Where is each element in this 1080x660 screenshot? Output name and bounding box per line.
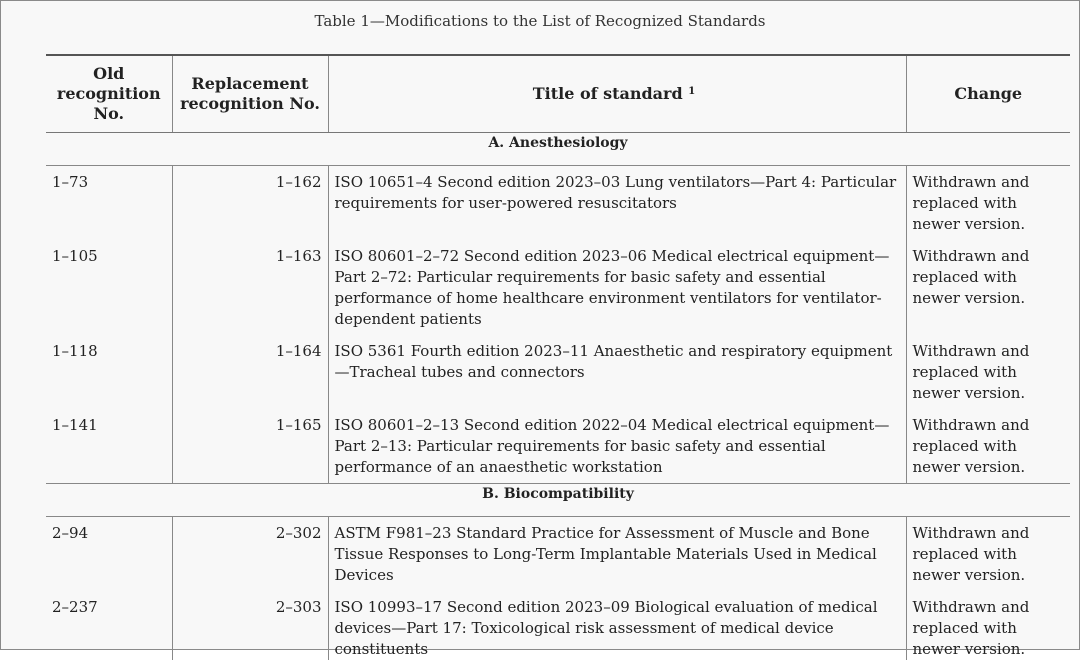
header-replacement-recognition: Replacement recognition No. (172, 55, 328, 132)
header-title-of-standard: Title of standard $^1$ (328, 55, 906, 132)
replacement-recognition-cell: 1–162 (172, 165, 328, 240)
change-cell: Withdrawn and replaced with newer version. (906, 335, 1070, 409)
title-cell: ISO 80601–2–13 Second edition 2022–04 Medical electrical equipment—Part 2–13: Particular requirements for basic safety and essential performance of an anaesthetic workstation (328, 409, 906, 484)
replacement-recognition-cell: 1–164 (172, 335, 328, 409)
header-row (46, 55, 1070, 132)
table-row (46, 165, 1070, 240)
table-row (46, 335, 1070, 409)
footnote-marker: 1 (688, 85, 696, 97)
section-heading: A. Anesthesiology (46, 132, 1070, 165)
title-cell: ISO 10651–4 Second edition 2023–03 Lung ventilators—Part 4: Particular requirements for user-powered resuscitators (328, 165, 906, 240)
replacement-recognition-cell: 1–163 (172, 240, 328, 335)
title-cell: ASTM F981–23 Standard Practice for Assessment of Muscle and Bone Tissue Responses to Long-Term Implantable Materials Used in Medical Devices (328, 516, 906, 591)
old-recognition-cell: 1–105 (52, 246, 98, 265)
replacement-recognition-cell: 2–303 (172, 591, 328, 660)
title-cell: ISO 5361 Fourth edition 2023–11 Anaesthetic and respiratory equipment—Tracheal tubes and connectors (328, 335, 906, 409)
change-cell: Withdrawn and replaced with newer version. (906, 165, 1070, 240)
header-old-recognition: Old recognition No. (46, 55, 172, 132)
change-cell: Withdrawn and replaced with newer version. (906, 516, 1070, 591)
old-recognition-cell: 1–73 (52, 172, 89, 191)
old-recognition-cell: 2–94 (52, 523, 89, 542)
change-cell: Withdrawn and replaced with newer version. (906, 409, 1070, 484)
section-heading-row (46, 483, 1070, 516)
change-cell: Withdrawn and replaced with newer version. (906, 591, 1070, 660)
old-recognition-cell: 1–141 (52, 415, 98, 434)
change-cell: Withdrawn and replaced with newer version. (906, 240, 1070, 335)
table-row (46, 240, 1070, 335)
header-change: Change (906, 55, 1070, 132)
table-row (46, 516, 1070, 591)
title-cell: ISO 10993–17 Second edition 2023–09 Biological evaluation of medical devices—Part 17: Toxicological risk assessment of medical device constituents (328, 591, 906, 660)
replacement-recognition-cell: 1–165 (172, 409, 328, 484)
section-heading: B. Biocompatibility (46, 483, 1070, 516)
section-heading-row (46, 132, 1070, 165)
table-caption: Table 1—Modifications to the List of Recognized Standards (314, 12, 766, 30)
replacement-recognition-cell: 2–302 (172, 516, 328, 591)
table-row (46, 591, 1070, 660)
old-recognition-cell: 2–237 (52, 597, 98, 616)
table-row (46, 409, 1070, 484)
standards-table (46, 54, 1070, 660)
old-recognition-cell: 1–118 (52, 341, 98, 360)
title-cell: ISO 80601–2–72 Second edition 2023–06 Medical electrical equipment—Part 2–72: Particular requirements for basic safety and essential performance of home healthcare environment ventilators for ventilator-dependent patients (328, 240, 906, 335)
